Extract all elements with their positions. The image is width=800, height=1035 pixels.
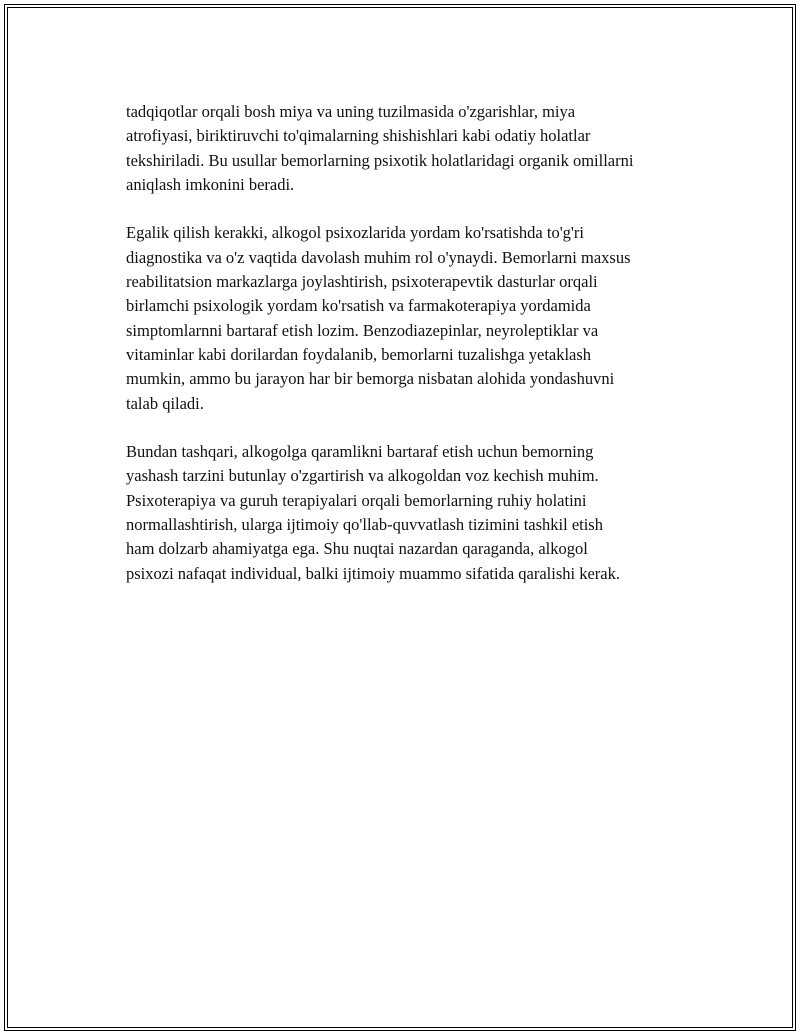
page-frame	[4, 4, 796, 1031]
paragraph-3: Bundan tashqari, alkogolga qaramlikni bartaraf etish uchun bemorning yashash tarzini butunlay o'zgartirish va alkogoldan voz kechish muhim. Psixoterapiya va guruh terapiyalari orqali bemorlarning ruhiy holatini normallashtirish, ularga ijtimoiy qo'llab-quvvatlash tizimini tashkil etish ham dolzarb ahamiyatga ega. Shu nuqtai nazardan qaraganda, alkogol psixozi nafaqat individual, balki ijtimoiy muammo sifatida qaralishi kerak.	[126, 442, 620, 583]
document-body	[126, 100, 706, 610]
paragraph-2: Egalik qilish kerakki, alkogol psixozlarida yordam ko'rsatishda to'g'ri diagnostika va o'z vaqtida davolash muhim rol o'ynaydi. Bemorlarni maxsus reabilitatsion markazlarga joylashtirish, psixoterapevtik dasturlar orqali birlamchi psixologik yordam ko'rsatish va farmakoterapiya yordamida simptomlarnni bartaraf etish lozim. Benzodiazepinlar, neyroleptiklar va vitaminlar kabi dorilardan foydalanib, bemorlarni tuzalishga yetaklash mumkin, ammo bu jarayon har bir bemorga nisbatan alohida yondashuvni talab qiladi.	[126, 223, 631, 413]
paragraph-1: tadqiqotlar orqali bosh miya va uning tuzilmasida o'zgarishlar, miya atrofiyasi, biriktiruvchi to'qimalarning shishishlari kabi odatiy holatlar tekshiriladi. Bu usullar bemorlarning psixotik holatlaridagi organik omillarni aniqlash imkonini beradi.	[126, 102, 634, 194]
